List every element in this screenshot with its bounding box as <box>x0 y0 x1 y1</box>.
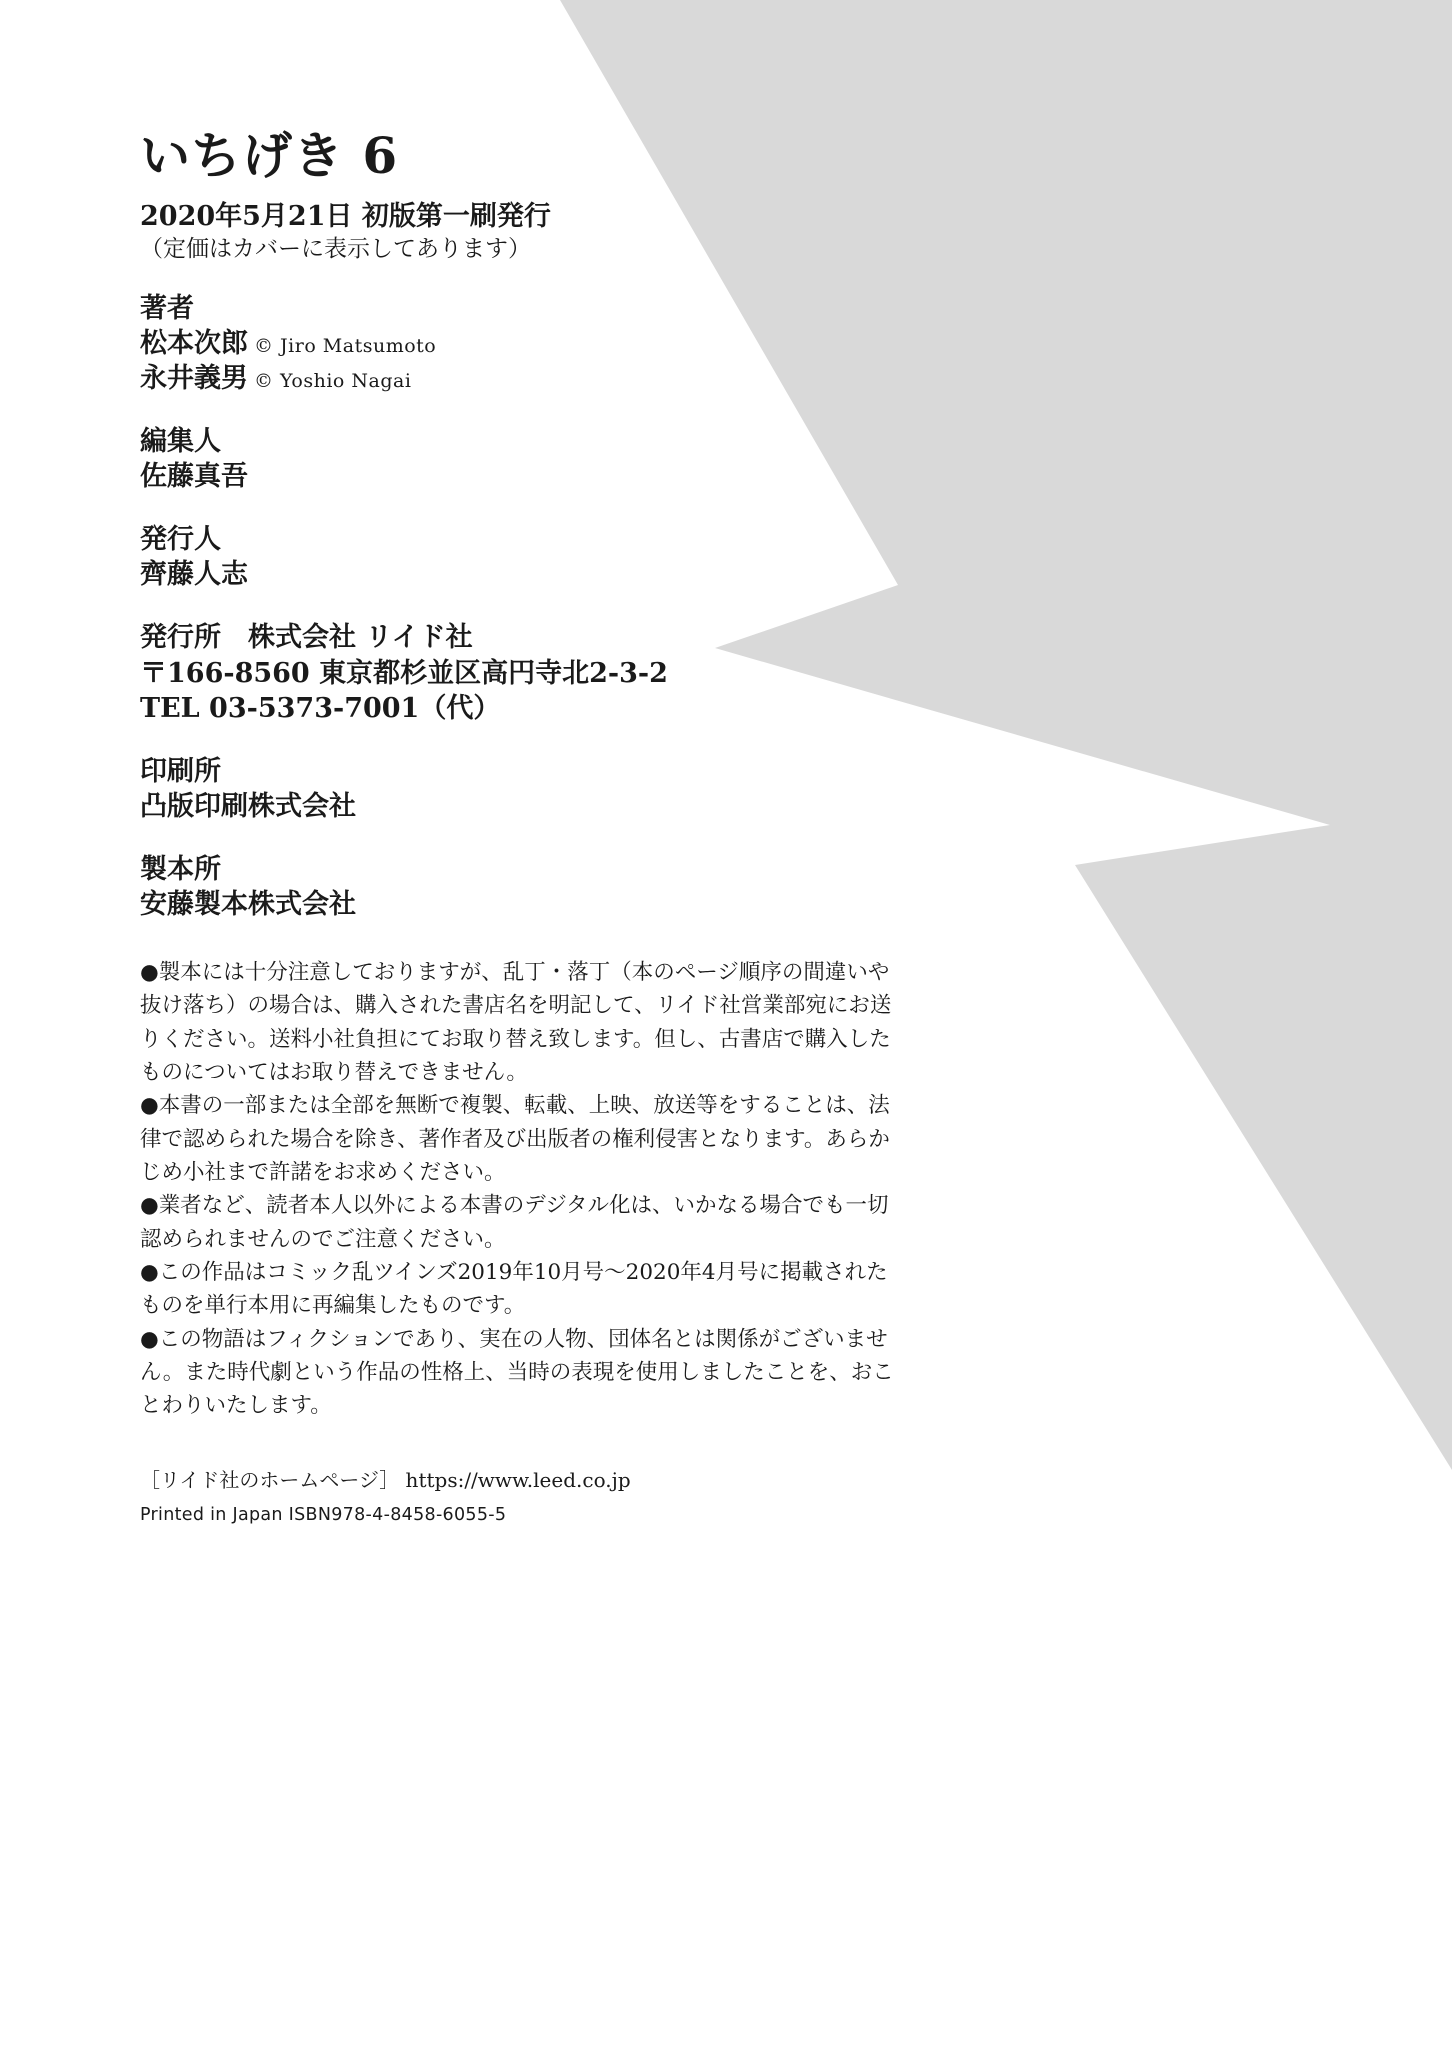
editor-section <box>140 424 900 494</box>
authors-label: 著者 <box>140 292 194 324</box>
publisher-person-name: 齊藤人志 <box>140 559 248 591</box>
homepage-line: ［リイド社のホームページ］ https://www.leed.co.jp <box>140 1468 631 1493</box>
colophon <box>140 126 900 1529</box>
binder-name: 安藤製本株式会社 <box>140 889 356 921</box>
publisher-section <box>140 620 900 725</box>
editor-label: 編集人 <box>140 426 221 458</box>
book-title: いちげき 6 <box>140 126 399 185</box>
printer-label: 印刷所 <box>140 755 221 787</box>
publisher-person-section <box>140 522 900 592</box>
authors-section <box>140 291 900 396</box>
editor-name: 佐藤真吾 <box>140 461 248 493</box>
notice-paragraph: ●本書の一部または全部を無断で複製、転載、上映、放送等をすることは、法律で認められた場合を除き、著作者及び出版者の権利侵害となります。あらかじめ小社まで許諾をお求めください。 <box>140 1093 890 1185</box>
notice-paragraph: ●この作品はコミック乱ツインズ2019年10月号～2020年4月号に掲載されたものを単行本用に再編集したものです。 <box>140 1259 888 1319</box>
notice-paragraph: ●製本には十分注意しておりますが、乱丁・落丁（本のページ順序の間違いや抜け落ち）の場合は、購入された書店名を明記して、リイド社営業部宛にお送りください。送料小社負担にてお取り替え致します。但し、古書店で購入したものについてはお取り替えできません。 <box>140 960 892 1086</box>
author-copyright: © Yoshio Nagai <box>254 369 412 392</box>
printer-section <box>140 754 900 824</box>
author-name: 松本次郎 <box>140 327 248 359</box>
printer-name: 凸版印刷株式会社 <box>140 790 356 822</box>
price-note: （定価はカバーに表示してあります） <box>140 235 531 262</box>
publisher-address: 〒166-8560 東京都杉並区高円寺北2-3-2 <box>140 657 668 689</box>
publisher-line: 発行所 株式会社 リイド社 <box>140 622 473 654</box>
notice-paragraph: ●業者など、読者本人以外による本書のデジタル化は、いかなる場合でも一切認められませんのでご注意ください。 <box>140 1193 889 1252</box>
printed-isbn-line: Printed in Japan ISBN978-4-8458-6055-5 <box>140 1505 507 1526</box>
notice-paragraph: ●この物語はフィクションであり、実在の人物、団体名とは関係がございません。また時代劇という作品の性格上、当時の表現を使用しましたことを、おことわりいたします。 <box>140 1326 894 1419</box>
publisher-person-label: 発行人 <box>140 524 221 556</box>
binder-label: 製本所 <box>140 853 221 885</box>
author-entry <box>140 361 900 396</box>
author-name: 永井義男 <box>140 362 248 394</box>
author-entry <box>140 326 900 361</box>
publication-date: 2020年5月21日 初版第一刷発行 <box>140 201 551 232</box>
binder-section <box>140 852 900 922</box>
notices <box>140 956 900 1422</box>
publisher-tel: TEL 03-5373-7001（代） <box>140 692 501 724</box>
author-copyright: © Jiro Matsumoto <box>254 334 437 357</box>
